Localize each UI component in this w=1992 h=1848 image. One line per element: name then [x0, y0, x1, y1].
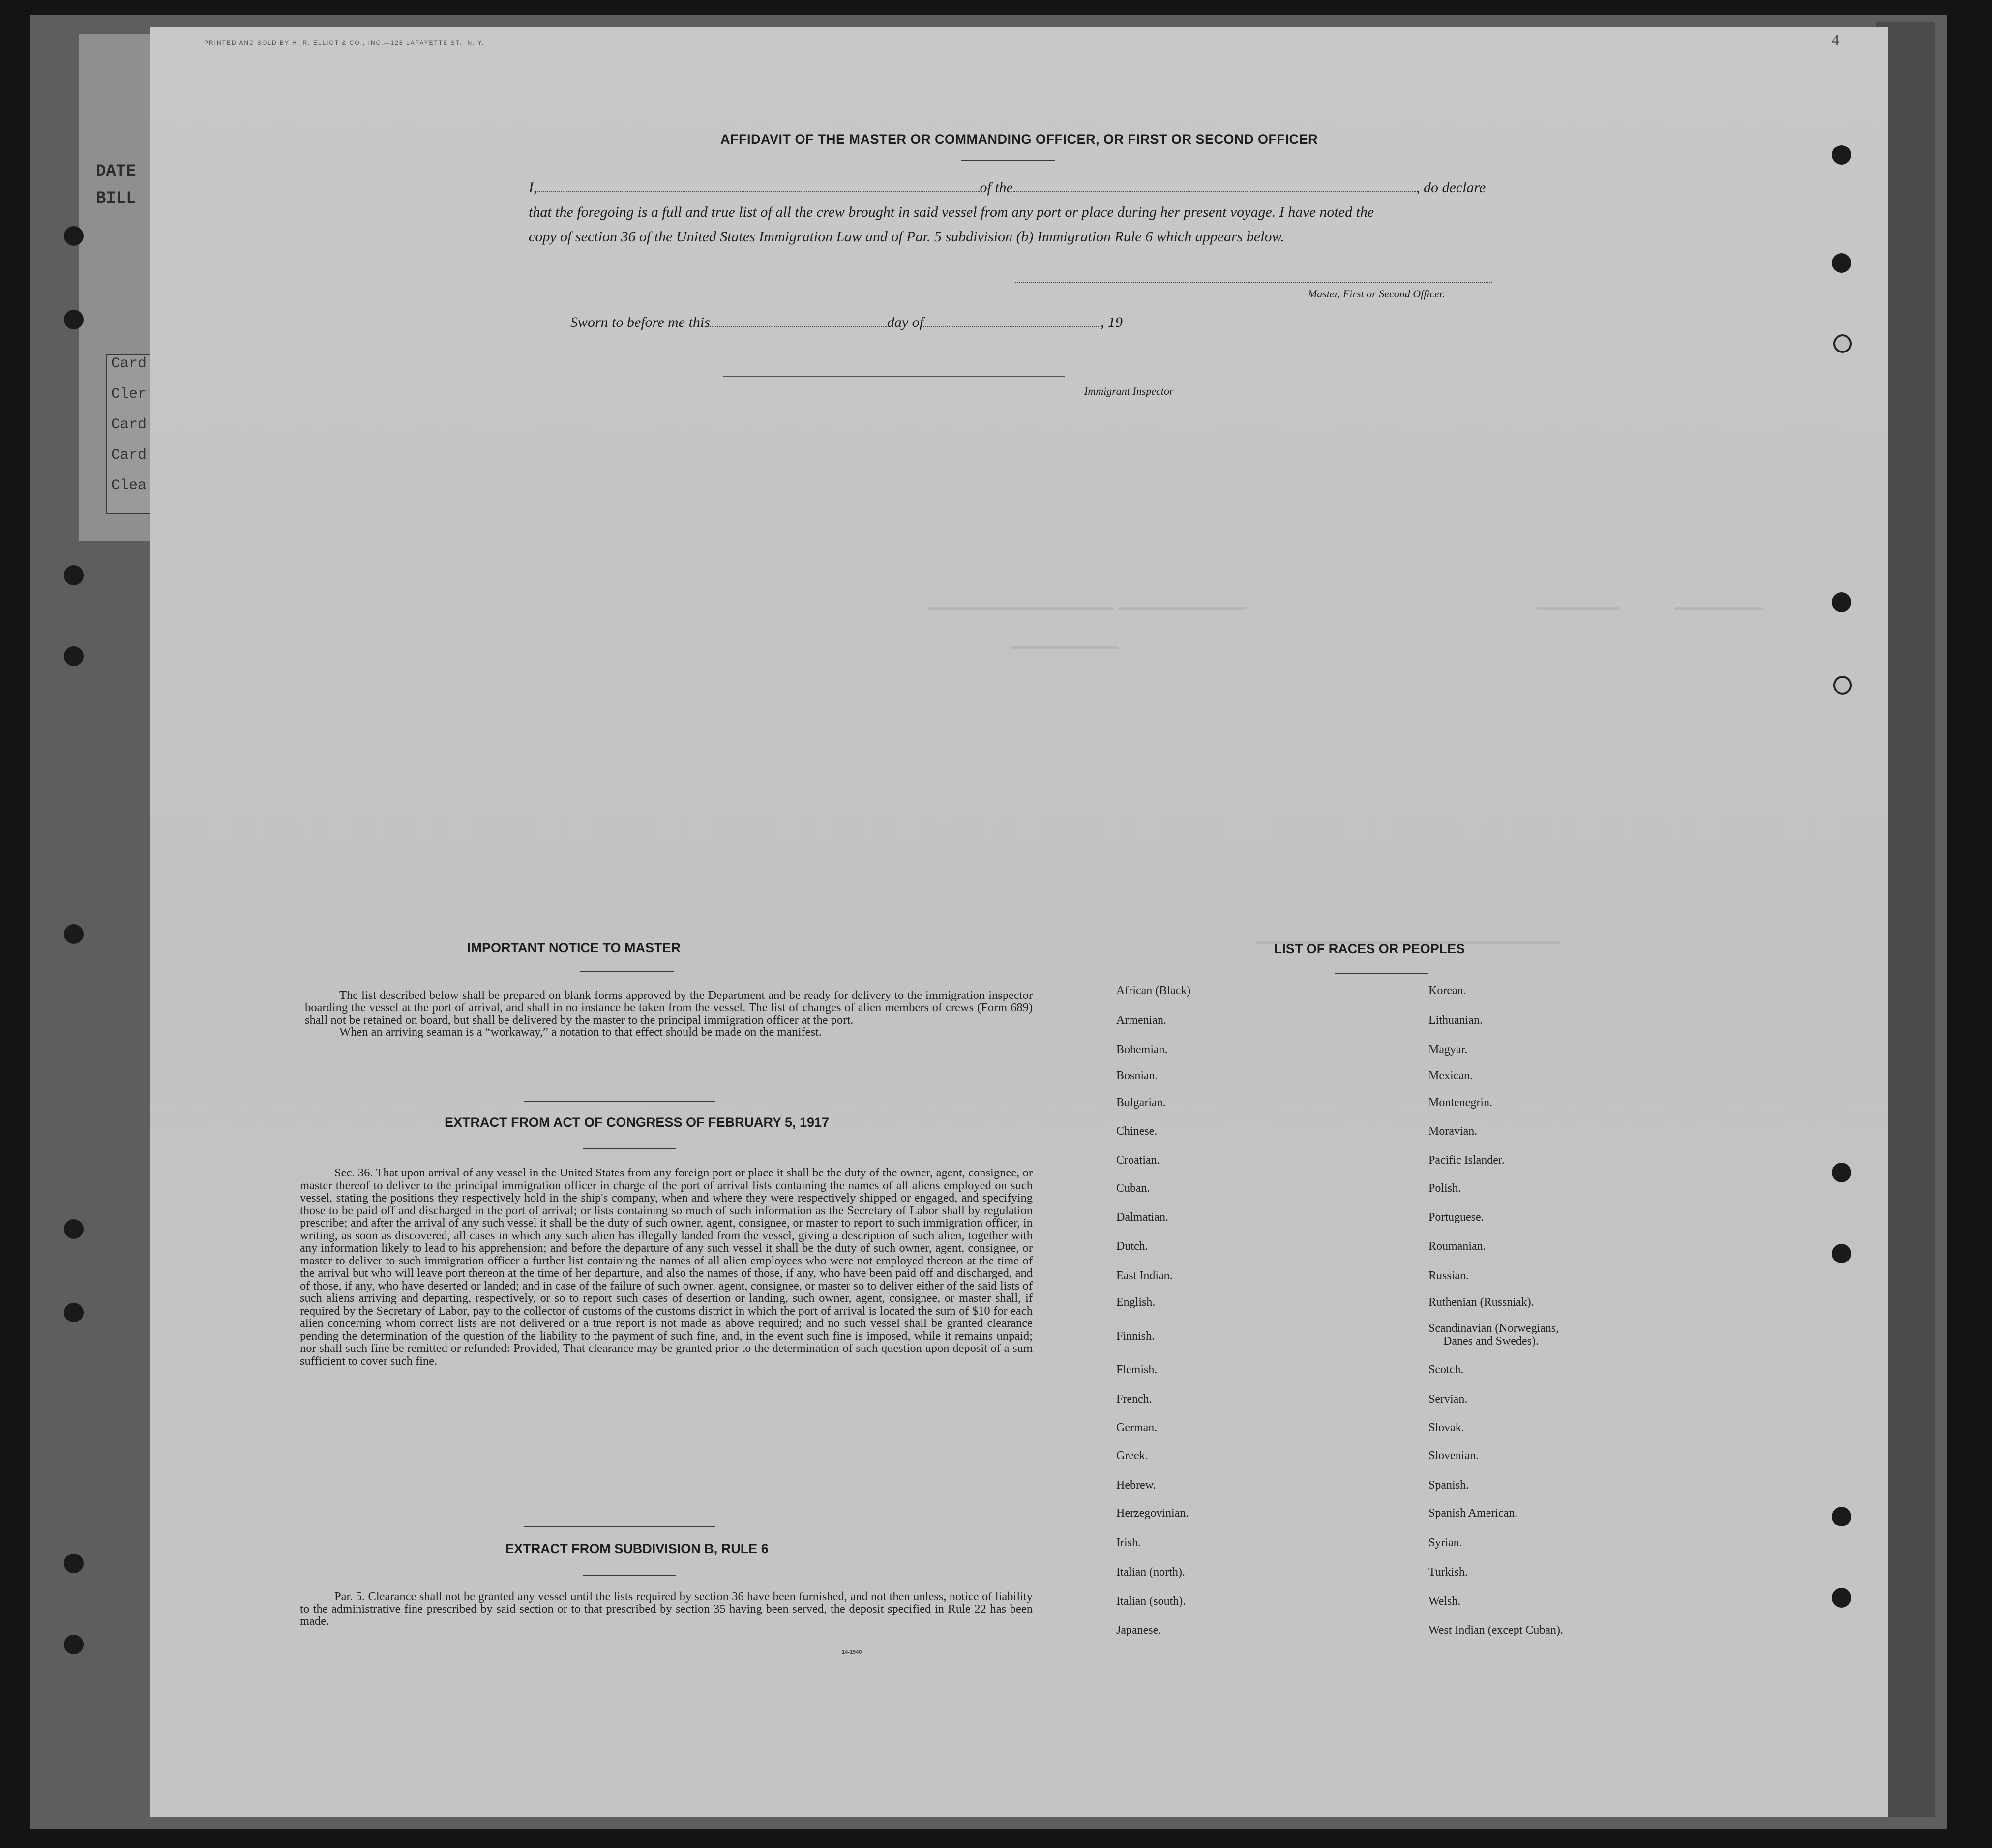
- notice-text: [305, 989, 1033, 1038]
- affidavit-do-declare: , do declare: [1416, 179, 1486, 196]
- rule-divider: [583, 1575, 676, 1576]
- rule-paragraph-5: Par. 5. Clearance shall not be granted any vessel until the lists required by section 36 have been furnished, and not then unless, notice of liability to the administrative fine prescribed by said section or to that prescribed by section 35 having been served, the deposit specified in Rule 22 has been made.: [300, 1590, 1033, 1628]
- race-item: Portuguese.: [1428, 1211, 1484, 1224]
- affidavit-line-2: that the foregoing is a full and true list of all the crew brought in said vessel from any port or place during her present voyage. I have noted the: [529, 204, 1374, 220]
- sworn-day-of: day of: [887, 314, 924, 330]
- act-extract-title: EXTRACT FROM ACT OF CONGRESS OF FEBRUARY 5, 1917: [444, 1115, 830, 1130]
- section-divider: [524, 1526, 715, 1527]
- race-item: Hebrew.: [1116, 1479, 1156, 1492]
- affidavit-of-the: of the: [980, 179, 1013, 196]
- race-item: Armenian.: [1116, 1014, 1166, 1027]
- act-section-36: Sec. 36. That upon arrival of any vessel in the United States from any foreign port or place it shall be the duty of the owner, agent, consignee, or master thereof to deliver to the principal immigration officer in charge of the port of arrival lists containing the names of all aliens employed on such vessel, stating the positions they respectively hold in the ship's company, when and where they were respectively shipped or engaged, and specifying those to be paid off and discharged in the port of arrival; or lists containing so much of such information as the Secretary of Labor shall by regulation prescribe; and after the arrival of any such vessel it shall be the duty of such owner, agent, consignee, or master to report to such immigration officer, in writing, as soon as discovered, all cases in which any such alien has illegally landed from the vessel, giving a description of such alien, together with any information likely to lead to his apprehension; and before the departure of any such vessel it shall be the duty of such owner, agent, consignee, or master to deliver to such immigration officer a further list containing the names of all alien employees who were not employed thereon at the time of the arrival but who will leave port thereon at the time of her departure, and also the names of those, if any, who have been paid off and discharged, and of those, if any, who have deserted or landed; and in case of the failure of such owner, agent, consignee, or master so to deliver either of the said lists of such aliens arriving and departing, respectively, or so to report such cases of desertion or landing, such owner, agent, consignee, or master shall, if required by the Secretary of Labor, pay to the collector of customs of the customs district in which the port of arrival is located the sum of $10 for each alien concerning whom correct lists are not delivered or a true report is not made as above required; and no such vessel shall be granted clearance pending the determination of the question of the liability to the payment of such fine, and, in the event such fine is imposed, while it remains unpaid; nor shall such fine be remitted or refunded: Provided, That clearance may be granted prior to the determination of such question upon deposit of a sum sufficient to cover such fine.: [300, 1166, 1033, 1368]
- section-divider: [524, 1101, 715, 1102]
- underlying-box-label: Card: [111, 416, 147, 433]
- race-item: French.: [1116, 1393, 1152, 1406]
- race-item: Welsh.: [1428, 1595, 1461, 1608]
- race-item: Korean.: [1428, 984, 1466, 997]
- act-divider: [583, 1148, 676, 1149]
- notice-paragraph-1: The list described below shall be prepared on blank forms approved by the Department and be ready for delivery to the immigration inspector boarding the vessel at the port of arrival, and shall in no instance be taken from the vessel. The list of changes of alien members of crews (Form 689) shall not be retained on board, but shall be delivered by the master to the principal immigration officer at the port.: [305, 989, 1033, 1027]
- affidavit-line-1: [529, 176, 1640, 200]
- race-item: African (Black): [1116, 984, 1191, 997]
- race-item: Croatian.: [1116, 1154, 1160, 1167]
- binder-hole-icon: [1832, 1507, 1851, 1526]
- title-divider: [961, 160, 1055, 161]
- race-item: Danes and Swedes).: [1443, 1335, 1539, 1348]
- rule-extract-title: EXTRACT FROM SUBDIVISION B, RULE 6: [505, 1541, 769, 1556]
- underlying-text-bill: BILL: [96, 189, 136, 208]
- binder-hole-icon: [64, 1554, 84, 1573]
- bleed-through-mark: [927, 607, 1114, 610]
- race-item: Spanish American.: [1428, 1507, 1518, 1520]
- rule-extract-text: [300, 1590, 1033, 1627]
- bleed-through-mark: [1674, 607, 1763, 610]
- sworn-year: , 19: [1100, 314, 1123, 330]
- printer-credit: PRINTED AND SOLD BY H. R. ELLIOT & CO., INC.—128 LAFAYETTE ST., N. Y.: [204, 39, 485, 46]
- vessel-blank[interactable]: [1013, 178, 1416, 192]
- binder-hole-icon: [64, 1635, 84, 1654]
- race-item: Syrian.: [1428, 1536, 1462, 1549]
- page-surface: [150, 27, 1888, 1817]
- race-item: Flemish.: [1116, 1363, 1158, 1376]
- race-item: Cuban.: [1116, 1182, 1150, 1195]
- race-item: Russian.: [1428, 1269, 1469, 1282]
- form-number: 14-1540: [842, 1649, 862, 1655]
- notice-paragraph-2: When an arriving seaman is a “workaway,” a notation to that effect should be made on the manifest.: [339, 1026, 822, 1039]
- race-item: Bulgarian.: [1116, 1096, 1166, 1109]
- master-signature-line[interactable]: [1015, 282, 1492, 283]
- race-item: Bohemian.: [1116, 1043, 1168, 1056]
- race-item: German.: [1116, 1421, 1158, 1434]
- race-item: Magyar.: [1428, 1043, 1468, 1056]
- sworn-day-blank[interactable]: [710, 313, 887, 327]
- race-item: Montenegrin.: [1428, 1096, 1492, 1109]
- race-item: Irish.: [1116, 1536, 1141, 1549]
- master-signature-label: Master, First or Second Officer.: [1308, 288, 1445, 300]
- race-item: East Indian.: [1116, 1269, 1173, 1282]
- races-divider: [1335, 973, 1428, 974]
- binder-hole-icon: [64, 226, 84, 246]
- sworn-line: [570, 313, 1123, 331]
- binder-hole-icon: [1832, 253, 1851, 273]
- binder-ring-hole-icon: [1833, 334, 1852, 353]
- binder-hole-icon: [64, 646, 84, 666]
- race-item: Servian.: [1428, 1393, 1468, 1406]
- affidavit-i: I,: [529, 179, 537, 196]
- sworn-month-blank[interactable]: [923, 313, 1100, 327]
- binder-hole-icon: [1832, 1244, 1851, 1263]
- race-item: Polish.: [1428, 1182, 1461, 1195]
- affidavit-text: [529, 176, 1640, 249]
- race-item: Spanish.: [1428, 1479, 1469, 1492]
- bleed-through-mark: [1011, 646, 1119, 649]
- race-item: Bosnian.: [1116, 1069, 1158, 1082]
- binder-hole-icon: [1832, 145, 1851, 165]
- underlying-text-date: DATE: [96, 162, 136, 181]
- race-item: Herzegovinian.: [1116, 1507, 1189, 1520]
- race-item: Italian (south).: [1116, 1595, 1186, 1608]
- binder-hole-icon: [1832, 592, 1851, 612]
- race-item: Japanese.: [1116, 1624, 1161, 1637]
- binder-hole-icon: [64, 1219, 84, 1239]
- form-page: [150, 27, 1888, 1817]
- binder-hole-icon: [64, 310, 84, 329]
- binder-hole-icon: [1832, 1588, 1851, 1608]
- race-item: Slovak.: [1428, 1421, 1464, 1434]
- underlying-box-label: Card: [111, 355, 147, 372]
- race-item: Dutch.: [1116, 1240, 1148, 1253]
- race-item: Moravian.: [1428, 1125, 1478, 1138]
- binder-hole-icon: [64, 924, 84, 944]
- race-item: Lithuanian.: [1428, 1014, 1483, 1027]
- race-item: West Indian (except Cuban).: [1428, 1624, 1563, 1637]
- race-item: English.: [1116, 1296, 1156, 1309]
- bleed-through-mark: [1537, 607, 1620, 610]
- affidavit-title: AFFIDAVIT OF THE MASTER OR COMMANDING OFFICER, OR FIRST OR SECOND OFFICER: [720, 132, 1318, 147]
- race-item: Greek.: [1116, 1449, 1148, 1462]
- affidavit-line-3: copy of section 36 of the United States Immigration Law and of Par. 5 subdivision (b) Immigration Rule 6 which appears below.: [529, 229, 1284, 245]
- race-item: Italian (north).: [1116, 1566, 1185, 1579]
- underlying-box-label: Cler: [111, 386, 147, 403]
- inspector-label: Immigrant Inspector: [1084, 385, 1174, 397]
- race-item: Scandinavian (Norwegians,: [1428, 1322, 1559, 1335]
- races-title: LIST OF RACES OR PEOPLES: [1274, 941, 1465, 956]
- race-item: Pacific Islander.: [1428, 1154, 1505, 1167]
- race-item: Dalmatian.: [1116, 1211, 1168, 1224]
- name-blank[interactable]: [537, 178, 980, 192]
- sworn-prefix: Sworn to before me this: [570, 314, 710, 330]
- underlying-box-label: Clea: [111, 477, 147, 494]
- notice-title: IMPORTANT NOTICE TO MASTER: [467, 940, 681, 955]
- notice-divider: [580, 971, 674, 972]
- race-item: Turkish.: [1428, 1566, 1468, 1579]
- race-item: Roumanian.: [1428, 1240, 1486, 1253]
- race-item: Slovenian.: [1428, 1449, 1479, 1462]
- bleed-through-mark: [1119, 607, 1247, 610]
- binder-hole-icon: [64, 1303, 84, 1322]
- race-item: Ruthenian (Russniak).: [1428, 1296, 1534, 1309]
- binder-hole-icon: [1832, 1163, 1851, 1182]
- race-item: Chinese.: [1116, 1125, 1158, 1138]
- race-item: Scotch.: [1428, 1363, 1464, 1376]
- underlying-box-label: Card: [111, 447, 147, 464]
- inspector-signature-line[interactable]: [723, 376, 1065, 377]
- race-item: Mexican.: [1428, 1069, 1473, 1082]
- race-item: Finnish.: [1116, 1330, 1155, 1343]
- page-number: 4: [1832, 32, 1839, 48]
- binder-ring-hole-icon: [1833, 676, 1852, 695]
- binder-hole-icon: [64, 565, 84, 585]
- act-extract-text: [300, 1167, 1033, 1367]
